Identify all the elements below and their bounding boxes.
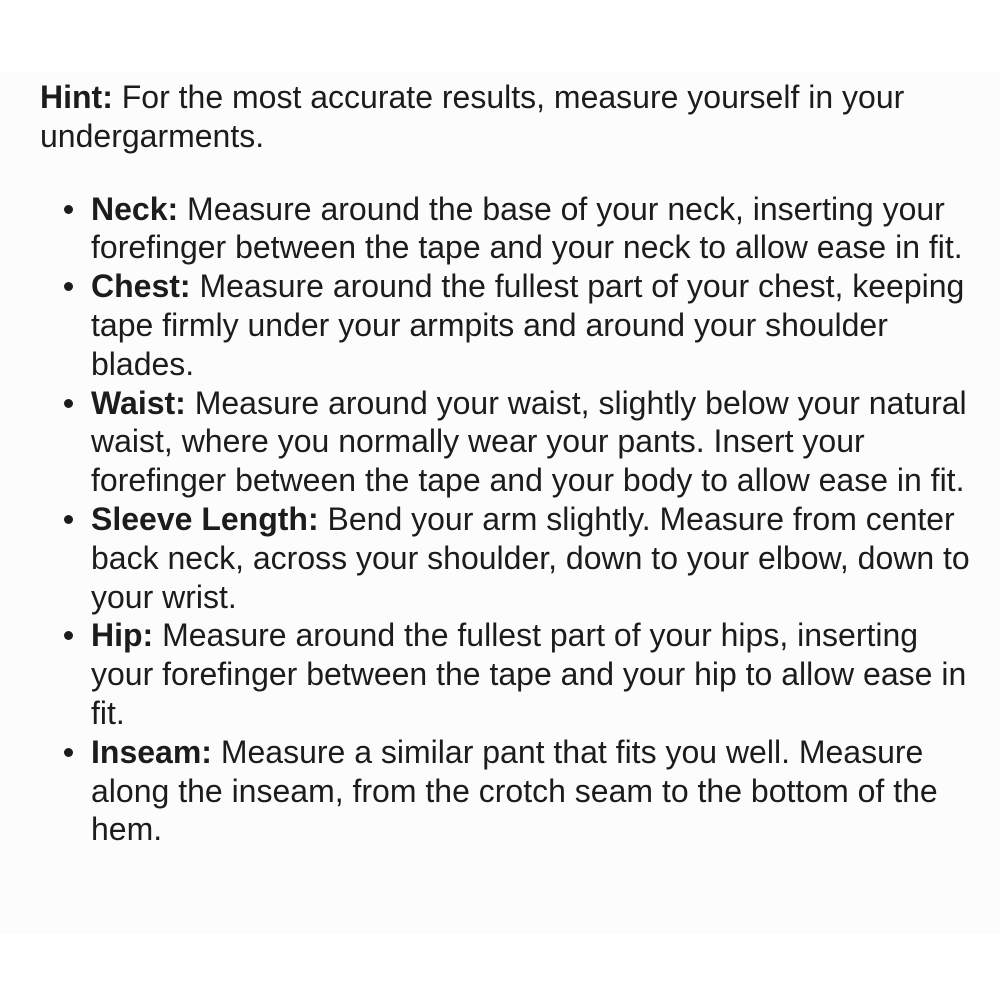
item-label: Sleeve Length: <box>91 500 319 537</box>
list-item-inseam <box>40 733 970 849</box>
item-text: Measure around the fullest part of your hips, inserting your forefinger between the tape and your hip to allow ease in fit. <box>91 617 967 731</box>
hint-paragraph <box>40 78 970 156</box>
hint-text: For the most accurate results, measure yourself in your undergarments. <box>40 79 905 154</box>
measurement-list <box>40 190 970 850</box>
item-label: Hip: <box>91 617 154 654</box>
item-text: Bend your arm slightly. Measure from center back neck, across your shoulder, down to your elbow, down to your wrist. <box>91 500 970 615</box>
item-label: Neck: <box>91 190 179 227</box>
list-item-sleeve-length <box>40 500 970 616</box>
measurement-guide <box>40 78 970 849</box>
list-item-chest <box>40 267 970 383</box>
item-text: Measure around the fullest part of your chest, keeping tape firmly under your armpits and around your shoulder blades. <box>91 268 965 382</box>
item-label: Waist: <box>91 384 186 421</box>
item-label: Inseam: <box>91 733 212 770</box>
list-item-hip <box>40 616 970 732</box>
list-item-waist <box>40 384 970 500</box>
hint-label: Hint: <box>40 79 113 115</box>
item-text: Measure around your waist, slightly below your natural waist, where you normally wear your pants. Insert your forefinger between the tape and your body to allow ease in fit. <box>91 384 967 499</box>
item-text: Measure around the base of your neck, inserting your forefinger between the tape and your neck to allow ease in fit. <box>91 190 963 266</box>
item-text: Measure a similar pant that fits you well. Measure along the inseam, from the crotch seam to the bottom of the hem. <box>91 733 938 848</box>
item-label: Chest: <box>91 268 191 305</box>
list-item-neck <box>40 190 970 268</box>
